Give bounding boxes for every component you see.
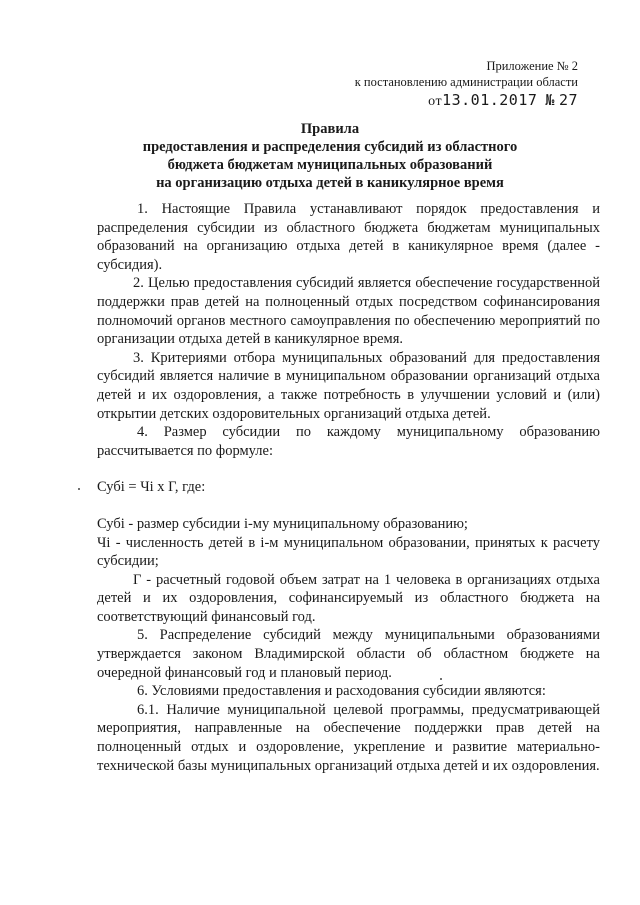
paragraph-1: 1. Настоящие Правила устанавливают порядок предоставления и распределения субсидии из областного бюджета бюджетам муниципальных образований на организацию отдыха детей в каникулярное время (далее - субсидия). (97, 201, 600, 273)
resolution-date-line (355, 92, 578, 110)
number-prefix: № (545, 91, 555, 109)
paragraph-2: 2. Целью предоставления субсидий является обеспечение государственной поддержки прав детей на полноценный отдых посредством софинансирования полномочий органов местного самоуправления по обеспечению мероприятий по организации отдыха детей в каникулярное время. (97, 275, 600, 348)
paragraph-5: 5. Распределение субсидий между муниципальными образованиями утверждается законом Владимирской области об областном бюджете на очередной финансовый год и плановый период. (97, 627, 600, 681)
paragraph-6: 6. Условиями предоставления и расходования субсидии являются: (137, 683, 546, 700)
formula: Субі = Чі х Г, где: (97, 479, 206, 496)
document-title (60, 120, 600, 192)
handwritten-number: 27 (558, 91, 578, 109)
appendix-number: Приложение № 2 (486, 59, 578, 73)
appendix-header (355, 58, 578, 110)
paragraph-4: 4. Размер субсидии по каждому муниципальному образованию рассчитывается по формуле: (97, 424, 600, 459)
paragraph-6-1: 6.1. Наличие муниципальной целевой программы, предусматривающей мероприятия, направленные на обеспечение поддержки прав детей на полноценный отдых и оздоровление, укрепление и развитие материально-технической базы муниципальных организаций отдыха детей и их оздоровления. (97, 701, 600, 774)
scan-speck (78, 488, 80, 490)
paragraph-3: 3. Критериями отбора муниципальных образований для предоставления субсидий является наличие в муниципальном образовании организаций отдыха детей и их оздоровления, а также потребность в улучшении условий и (или) открытии детских оздоровительных организаций отдыха детей. (97, 349, 600, 422)
definition-2: Чі - численность детей в і-м муниципальном образовании, принятых к расчету субсидии; (97, 534, 600, 570)
title-line-1: Правила (300, 121, 360, 137)
resolution-reference: к постановлению администрации области (354, 75, 578, 89)
date-prefix: от (428, 94, 443, 109)
title-line-3: бюджета бюджетам муниципальных образований (167, 157, 493, 173)
scan-speck (440, 678, 442, 680)
handwritten-date: 13.01.2017 (442, 91, 538, 109)
document-body (97, 200, 600, 775)
title-line-2: предоставления и распределения субсидий из областного (142, 139, 518, 155)
definition-3: Г - расчетный годовой объем затрат на 1 человека в организациях отдыха детей и их оздоровления, софинансируемый из областного бюджета на соответствующий финансовый год. (97, 571, 600, 625)
title-line-4: на организацию отдыха детей в каникулярное время (156, 175, 504, 191)
definition-1: Субі - размер субсидии і-му муниципальному образованию; (97, 515, 468, 532)
